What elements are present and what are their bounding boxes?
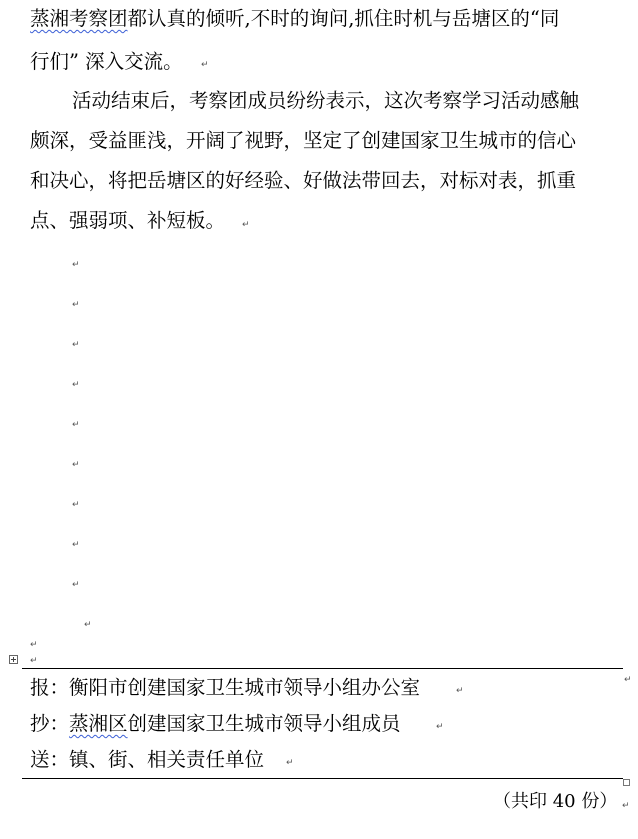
- paragraph-mark: ↵: [242, 220, 250, 230]
- paragraph-1-line-1: [30, 6, 559, 32]
- copy-to-line: [30, 711, 401, 737]
- paragraph-mark: ↵: [201, 60, 209, 70]
- empty-paragraph-mark: ↵: [30, 640, 38, 650]
- empty-paragraph-mark: ↵: [30, 656, 38, 666]
- copies-note-text: （共印 40 份）: [493, 791, 618, 812]
- distribution-bottom-rule: [22, 778, 623, 779]
- paragraph-2-line-3: [30, 168, 576, 194]
- paragraph-2-line-4: [30, 208, 225, 234]
- report-to-text: 报：衡阳市创建国家卫生城市领导小组办公室: [30, 676, 421, 699]
- paragraph-mark: ↵: [286, 758, 294, 768]
- empty-paragraph-mark: ↵: [72, 580, 80, 590]
- row-end-mark: ↵: [624, 675, 632, 685]
- org-name-marked: 蒸湘考察团: [30, 7, 128, 30]
- paragraph-1-line-2-text: 行们” 深入交流。: [30, 50, 183, 73]
- paragraph-mark: ↵: [436, 722, 444, 732]
- paragraph-2-line-3-text: 和决心，将把岳塘区的好经验、好做法带回去，对标对表，抓重: [30, 169, 577, 192]
- table-resize-handle-icon[interactable]: [623, 779, 630, 786]
- empty-paragraph-mark: ↵: [72, 460, 80, 470]
- copies-note: [493, 790, 617, 814]
- empty-paragraph-mark: ↵: [72, 340, 80, 350]
- paragraph-2-line-1: [72, 88, 579, 114]
- copy-to-prefix: 抄：: [30, 712, 70, 735]
- paragraph-mark: ↵: [456, 686, 464, 696]
- empty-paragraph-mark: ↵: [72, 500, 80, 510]
- copy-to-rest: 创建国家卫生城市领导小组成员: [127, 712, 401, 735]
- table-move-handle-icon[interactable]: [9, 655, 18, 664]
- empty-paragraph-mark: ↵: [84, 620, 92, 630]
- paragraph-1-line-2: [30, 49, 183, 75]
- distribution-top-rule: [22, 668, 623, 669]
- report-to-line: [30, 675, 420, 701]
- paragraph-2-line-4-text: 点、强弱项、补短板。: [30, 209, 226, 232]
- paragraph-2-line-1-text: 活动结束后，考察团成员纷纷表示，这次考察学习活动感触: [72, 89, 580, 112]
- paragraph-2-line-2-text: 颇深，受益匪浅，开阔了视野，坚定了创建国家卫生城市的信心: [30, 129, 577, 152]
- empty-paragraph-mark: ↵: [72, 540, 80, 550]
- send-to-line: [30, 747, 264, 773]
- paragraph-1-line-1-text: 都认真的倾听,不时的询问,抓住时机与岳塘区的“同: [127, 7, 560, 30]
- paragraph-2-line-2: [30, 128, 576, 154]
- send-to-text: 送：镇、街、相关责任单位: [30, 748, 265, 771]
- copy-to-org-marked: 蒸湘区: [69, 712, 128, 735]
- paragraph-mark: ↵: [622, 801, 630, 811]
- empty-paragraph-mark: ↵: [72, 260, 80, 270]
- empty-paragraph-mark: ↵: [72, 420, 80, 430]
- empty-paragraph-mark: ↵: [72, 300, 80, 310]
- empty-paragraph-mark: ↵: [72, 380, 80, 390]
